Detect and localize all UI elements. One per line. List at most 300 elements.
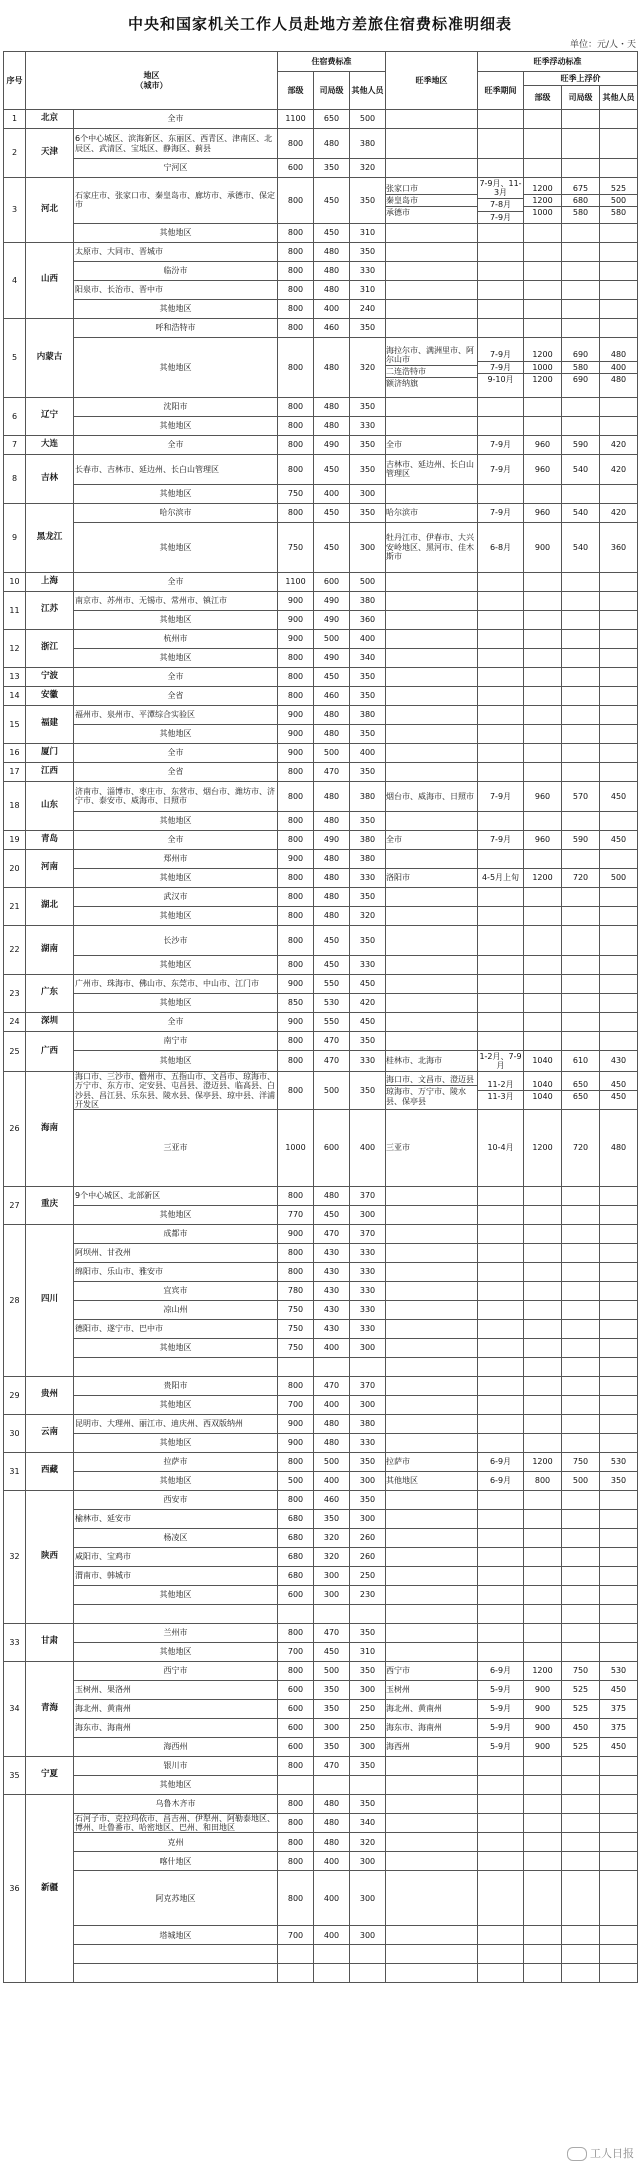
province-name: 黑龙江 [26, 503, 74, 572]
rate-si: 400 [314, 299, 350, 318]
peak-rate-si [562, 178, 600, 224]
city-area: 兰州市 [74, 1623, 278, 1642]
rate-other: 380 [350, 591, 386, 610]
city-area: 其他地区 [74, 416, 278, 435]
rate-si: 300 [314, 1718, 350, 1737]
peak-rate-si [562, 1262, 600, 1281]
peak-rate-other [600, 781, 638, 811]
peak-rate-bu [524, 1243, 562, 1262]
row-number: 36 [4, 1794, 26, 1982]
table-row [4, 591, 638, 610]
rate-other: 350 [350, 667, 386, 686]
peak-rate-other [600, 1262, 638, 1281]
rate-bu [278, 1775, 314, 1794]
peak-rate-other [600, 1852, 638, 1871]
header-cap-bu: 部级 [524, 86, 562, 110]
rate-si: 400 [314, 484, 350, 503]
rate-bu: 800 [278, 178, 314, 224]
city-area: 6个中心城区、滨海新区、东丽区、西青区、津南区、北辰区、武清区、宝坻区、静海区、蓟县 [74, 129, 278, 159]
peak-rate-bu-line: 900 [534, 542, 551, 552]
peak-region [386, 1604, 478, 1623]
peak-rate-si [562, 955, 600, 974]
peak-region [386, 1794, 478, 1813]
peak-rate-bu [524, 1376, 562, 1395]
peak-rate-other-line: 420 [610, 508, 627, 518]
city-area: 济南市、淄博市、枣庄市、东营市、烟台市、潍坊市、济宁市、泰安市、威海市、日照市 [74, 781, 278, 811]
peak-period [478, 1471, 524, 1490]
peak-region-line: 海拉尔市、满洲里市、阿尔山市 [386, 345, 475, 365]
table-row [4, 1528, 638, 1547]
peak-rate-si [562, 1699, 600, 1718]
peak-rate-si [562, 830, 600, 849]
rate-bu: 600 [278, 1680, 314, 1699]
rate-other: 380 [350, 830, 386, 849]
peak-period [478, 1756, 524, 1775]
peak-rate-bu [524, 1186, 562, 1205]
peak-rate-si [562, 1813, 600, 1832]
city-area: 石河子市、克拉玛依市、昌吉州、伊犁州、阿勒泰地区、博州、吐鲁番市、哈密地区、巴州、和田地区 [74, 1813, 278, 1832]
rate-si: 400 [314, 1338, 350, 1357]
row-number: 11 [4, 591, 26, 629]
rate-si: 470 [314, 1756, 350, 1775]
peak-rate-other [600, 610, 638, 629]
peak-rate-bu [524, 110, 562, 129]
peak-rate-other [600, 1338, 638, 1357]
table-row [4, 242, 638, 261]
peak-region-line: 全市 [386, 835, 403, 845]
table-row [4, 337, 638, 397]
peak-rate-si-line: 450 [572, 1723, 589, 1733]
peak-rate-other [600, 1528, 638, 1547]
peak-period [478, 906, 524, 925]
peak-period-line: 7-9月 [478, 211, 523, 223]
city-area: 榆林市、延安市 [74, 1509, 278, 1528]
peak-period [478, 1852, 524, 1871]
rate-si: 350 [314, 159, 350, 178]
table-row [4, 1604, 638, 1623]
peak-region [386, 159, 478, 178]
province-name: 陕西 [26, 1490, 74, 1623]
peak-rate-other-line: 430 [610, 1056, 627, 1066]
rate-other: 350 [350, 178, 386, 224]
table-row [4, 223, 638, 242]
table-row [4, 1699, 638, 1718]
city-area: 其他地区 [74, 299, 278, 318]
row-number: 2 [4, 129, 26, 178]
peak-period [478, 686, 524, 705]
watermark [567, 2145, 634, 2161]
peak-region [386, 667, 478, 686]
peak-rate-si-line: 540 [572, 542, 589, 552]
rate-other: 300 [350, 1926, 386, 1945]
peak-period [478, 1490, 524, 1509]
peak-period [478, 416, 524, 435]
rate-si [314, 1964, 350, 1983]
peak-region [386, 705, 478, 724]
rate-si: 470 [314, 1224, 350, 1243]
peak-rate-other [600, 1319, 638, 1338]
city-area: 海西州 [74, 1737, 278, 1756]
peak-rate-si [562, 454, 600, 484]
peak-rate-si [562, 1775, 600, 1794]
peak-rate-si [562, 1566, 600, 1585]
peak-rate-other [600, 667, 638, 686]
table-row [4, 830, 638, 849]
city-area: 南京市、苏州市、无锡市、常州市、镇江市 [74, 591, 278, 610]
peak-rate-other [600, 1699, 638, 1718]
table-row [4, 1926, 638, 1945]
peak-period [478, 743, 524, 762]
city-area: 福州市、泉州市、平潭综合实验区 [74, 705, 278, 724]
peak-region-line: 海西州 [386, 1742, 411, 1752]
peak-region [386, 522, 478, 572]
peak-rate-other [600, 1871, 638, 1926]
table-row [4, 1718, 638, 1737]
peak-rate-si-line: 570 [572, 791, 589, 801]
peak-rate-bu [524, 724, 562, 743]
rate-si: 480 [314, 887, 350, 906]
peak-rate-other [600, 743, 638, 762]
peak-region [386, 223, 478, 242]
peak-period [478, 1604, 524, 1623]
peak-period [478, 435, 524, 454]
rate-other: 350 [350, 1490, 386, 1509]
table-row [4, 1680, 638, 1699]
city-area: 杨凌区 [74, 1528, 278, 1547]
peak-rate-si [562, 242, 600, 261]
peak-rate-si [562, 416, 600, 435]
rate-other: 350 [350, 811, 386, 830]
rate-bu: 800 [278, 1186, 314, 1205]
peak-rate-other-line: 500 [610, 873, 627, 883]
peak-region [386, 397, 478, 416]
city-area: 克州 [74, 1833, 278, 1852]
rate-bu: 800 [278, 280, 314, 299]
rate-other: 300 [350, 1509, 386, 1528]
peak-period-line: 11-3月 [478, 1090, 523, 1102]
city-area: 阿坝州、甘孜州 [74, 1243, 278, 1262]
table-row [4, 484, 638, 503]
peak-period-line: 7-8月 [478, 198, 523, 210]
table-row [4, 1224, 638, 1243]
rate-si: 480 [314, 1414, 350, 1433]
rate-si: 480 [314, 724, 350, 743]
peak-region [386, 1186, 478, 1205]
peak-region [386, 743, 478, 762]
peak-period-line: 7-9月 [489, 835, 512, 845]
province-name: 湖南 [26, 925, 74, 974]
city-area: 其他地区 [74, 223, 278, 242]
table-row [4, 435, 638, 454]
rate-bu: 800 [278, 1623, 314, 1642]
peak-region-line: 吉林市、延边州、长白山管理区 [386, 460, 475, 479]
table-row [4, 762, 638, 781]
table-row [4, 648, 638, 667]
peak-period [478, 484, 524, 503]
peak-rate-bu [524, 648, 562, 667]
unit-label: 单位：元/人・天 [569, 40, 636, 50]
rate-bu: 800 [278, 223, 314, 242]
peak-rate-si [562, 1680, 600, 1699]
peak-region-line: 牡丹江市、伊春市、大兴安岭地区、黑河市、佳木斯市 [386, 533, 475, 561]
peak-rate-other [600, 397, 638, 416]
peak-rate-other [600, 503, 638, 522]
peak-region [386, 993, 478, 1012]
rate-si: 400 [314, 1471, 350, 1490]
peak-region [386, 1509, 478, 1528]
table-row [4, 280, 638, 299]
lodging-standard-table [3, 51, 638, 1983]
table-row [4, 1109, 638, 1186]
table-row [4, 781, 638, 811]
rate-bu: 1000 [278, 1109, 314, 1186]
peak-region [386, 955, 478, 974]
peak-period [478, 1699, 524, 1718]
rate-other: 350 [350, 318, 386, 337]
row-number: 10 [4, 572, 26, 591]
city-area: 南宁市 [74, 1031, 278, 1050]
peak-rate-other [600, 1281, 638, 1300]
table-row [4, 522, 638, 572]
peak-region [386, 1357, 478, 1376]
rate-si: 430 [314, 1281, 350, 1300]
rate-si: 450 [314, 1205, 350, 1224]
peak-region-line: 承德市 [386, 206, 477, 218]
peak-period-line: 5-9月 [489, 1723, 512, 1733]
peak-period [478, 1737, 524, 1756]
peak-period-line: 7-9月 [489, 440, 512, 450]
peak-rate-si [562, 1737, 600, 1756]
rate-other: 350 [350, 503, 386, 522]
peak-period [478, 1945, 524, 1964]
peak-rate-si [562, 1205, 600, 1224]
rate-bu: 800 [278, 811, 314, 830]
peak-rate-bu [524, 1338, 562, 1357]
peak-rate-other [600, 572, 638, 591]
rate-other: 330 [350, 1319, 386, 1338]
peak-rate-si [562, 1871, 600, 1926]
rate-si: 470 [314, 1050, 350, 1071]
city-area: 其他地区 [74, 1642, 278, 1661]
table-row [4, 416, 638, 435]
rate-other: 450 [350, 974, 386, 993]
rate-other: 310 [350, 223, 386, 242]
city-area: 沈阳市 [74, 397, 278, 416]
peak-region [386, 781, 478, 811]
city-area: 银川市 [74, 1756, 278, 1775]
peak-period [478, 337, 524, 397]
peak-region [386, 435, 478, 454]
city-area: 全市 [74, 667, 278, 686]
rate-other: 450 [350, 1012, 386, 1031]
header-peak-period: 旺季期间 [478, 72, 524, 110]
rate-other: 350 [350, 1452, 386, 1471]
rate-other: 300 [350, 1395, 386, 1414]
row-number: 17 [4, 762, 26, 781]
rate-si: 350 [314, 1509, 350, 1528]
peak-period [478, 1547, 524, 1566]
peak-region [386, 724, 478, 743]
city-area: 其他地区 [74, 648, 278, 667]
city-area: 乌鲁木齐市 [74, 1794, 278, 1813]
peak-rate-si [562, 724, 600, 743]
peak-rate-si [562, 610, 600, 629]
city-area: 喀什地区 [74, 1852, 278, 1871]
city-area: 凉山州 [74, 1300, 278, 1319]
peak-rate-other [600, 1718, 638, 1737]
table-row [4, 503, 638, 522]
table-row [4, 1964, 638, 1983]
rate-si: 490 [314, 435, 350, 454]
peak-rate-bu [524, 667, 562, 686]
peak-region [386, 280, 478, 299]
city-area: 西宁市 [74, 1661, 278, 1680]
row-number: 3 [4, 178, 26, 243]
rate-other: 300 [350, 1338, 386, 1357]
peak-period [478, 1833, 524, 1852]
rate-bu: 800 [278, 868, 314, 887]
peak-rate-other [600, 261, 638, 280]
peak-rate-si [562, 1031, 600, 1050]
peak-region [386, 1433, 478, 1452]
city-area: 其他地区 [74, 868, 278, 887]
peak-rate-si-line: 680 [562, 194, 599, 206]
rate-si: 490 [314, 610, 350, 629]
table-row [4, 955, 638, 974]
peak-rate-si-line: 590 [572, 835, 589, 845]
rate-si: 350 [314, 1699, 350, 1718]
peak-rate-bu [524, 1471, 562, 1490]
peak-rate-other-line: 530 [610, 1457, 627, 1467]
peak-rate-bu [524, 705, 562, 724]
peak-rate-bu [524, 129, 562, 159]
city-area: 塔城地区 [74, 1926, 278, 1945]
peak-region [386, 1490, 478, 1509]
row-number: 6 [4, 397, 26, 435]
peak-region [386, 1926, 478, 1945]
peak-rate-bu [524, 522, 562, 572]
rate-bu [278, 1945, 314, 1964]
rate-si: 500 [314, 1072, 350, 1110]
peak-rate-other [600, 591, 638, 610]
table-row [4, 1642, 638, 1661]
peak-rate-si-line: 590 [572, 440, 589, 450]
rate-other: 260 [350, 1528, 386, 1547]
city-area: 全市 [74, 1012, 278, 1031]
rate-other: 300 [350, 1871, 386, 1926]
peak-rate-si-line: 650 [572, 1079, 589, 1089]
rate-other: 500 [350, 572, 386, 591]
peak-rate-bu [524, 1945, 562, 1964]
peak-rate-other [600, 629, 638, 648]
peak-rate-si [562, 1012, 600, 1031]
table-row [4, 1072, 638, 1110]
peak-rate-other [600, 178, 638, 224]
rate-si: 350 [314, 1737, 350, 1756]
table-row [4, 1452, 638, 1471]
row-number: 31 [4, 1452, 26, 1490]
peak-region [386, 1871, 478, 1926]
header-region [26, 52, 278, 110]
peak-region [386, 648, 478, 667]
peak-rate-si [562, 1926, 600, 1945]
peak-period-line: 5-9月 [489, 1704, 512, 1714]
rate-bu: 800 [278, 762, 314, 781]
rate-other: 300 [350, 1737, 386, 1756]
province-name: 天津 [26, 129, 74, 178]
peak-rate-other [600, 1471, 638, 1490]
peak-rate-other [600, 686, 638, 705]
peak-rate-bu-line: 1200 [532, 873, 553, 883]
rate-bu: 800 [278, 242, 314, 261]
rate-other: 340 [350, 1813, 386, 1832]
rate-bu: 800 [278, 1833, 314, 1852]
peak-rate-bu [524, 1224, 562, 1243]
city-area: 全市 [74, 830, 278, 849]
city-area: 德阳市、遂宁市、巴中市 [74, 1319, 278, 1338]
peak-rate-other [600, 242, 638, 261]
peak-rate-bu [524, 1813, 562, 1832]
peak-rate-other [600, 1072, 638, 1110]
peak-region [386, 318, 478, 337]
peak-period [478, 887, 524, 906]
peak-rate-si [562, 1338, 600, 1357]
peak-rate-other-line: 450 [610, 835, 627, 845]
table-row [4, 1414, 638, 1433]
province-name: 海南 [26, 1072, 74, 1187]
peak-rate-bu [524, 1737, 562, 1756]
peak-rate-si [562, 129, 600, 159]
table-row [4, 299, 638, 318]
peak-rate-bu [524, 1357, 562, 1376]
peak-rate-si [562, 1661, 600, 1680]
peak-rate-si [562, 1050, 600, 1071]
table-row [4, 705, 638, 724]
peak-rate-si [562, 503, 600, 522]
rate-bu: 900 [278, 591, 314, 610]
rate-si: 460 [314, 686, 350, 705]
province-name: 内蒙古 [26, 318, 74, 397]
city-area: 其他地区 [74, 522, 278, 572]
rate-other: 380 [350, 129, 386, 159]
peak-rate-bu [524, 299, 562, 318]
peak-rate-bu-line: 960 [534, 791, 551, 801]
rate-other: 350 [350, 397, 386, 416]
peak-rate-si [562, 925, 600, 955]
peak-rate-bu [524, 1109, 562, 1186]
peak-rate-other-line: 350 [610, 1476, 627, 1486]
peak-rate-si [562, 1852, 600, 1871]
province-name: 山西 [26, 242, 74, 318]
peak-rate-other [600, 416, 638, 435]
peak-period-line: 10-4月 [487, 1143, 514, 1153]
row-number: 9 [4, 503, 26, 572]
peak-rate-si [562, 1224, 600, 1243]
city-area: 其他地区 [74, 1433, 278, 1452]
peak-region [386, 1585, 478, 1604]
province-name: 山东 [26, 781, 74, 830]
peak-rate-other [600, 1509, 638, 1528]
table-row [4, 1566, 638, 1585]
peak-rate-other [600, 1775, 638, 1794]
rate-bu: 800 [278, 1243, 314, 1262]
peak-rate-other [600, 830, 638, 849]
city-area: 其他地区 [74, 337, 278, 397]
peak-region-line: 哈尔滨市 [386, 508, 419, 518]
rate-si: 490 [314, 591, 350, 610]
page-title: 中央和国家机关工作人员赴地方差旅住宿费标准明细表 [127, 15, 512, 33]
peak-rate-si [562, 1490, 600, 1509]
